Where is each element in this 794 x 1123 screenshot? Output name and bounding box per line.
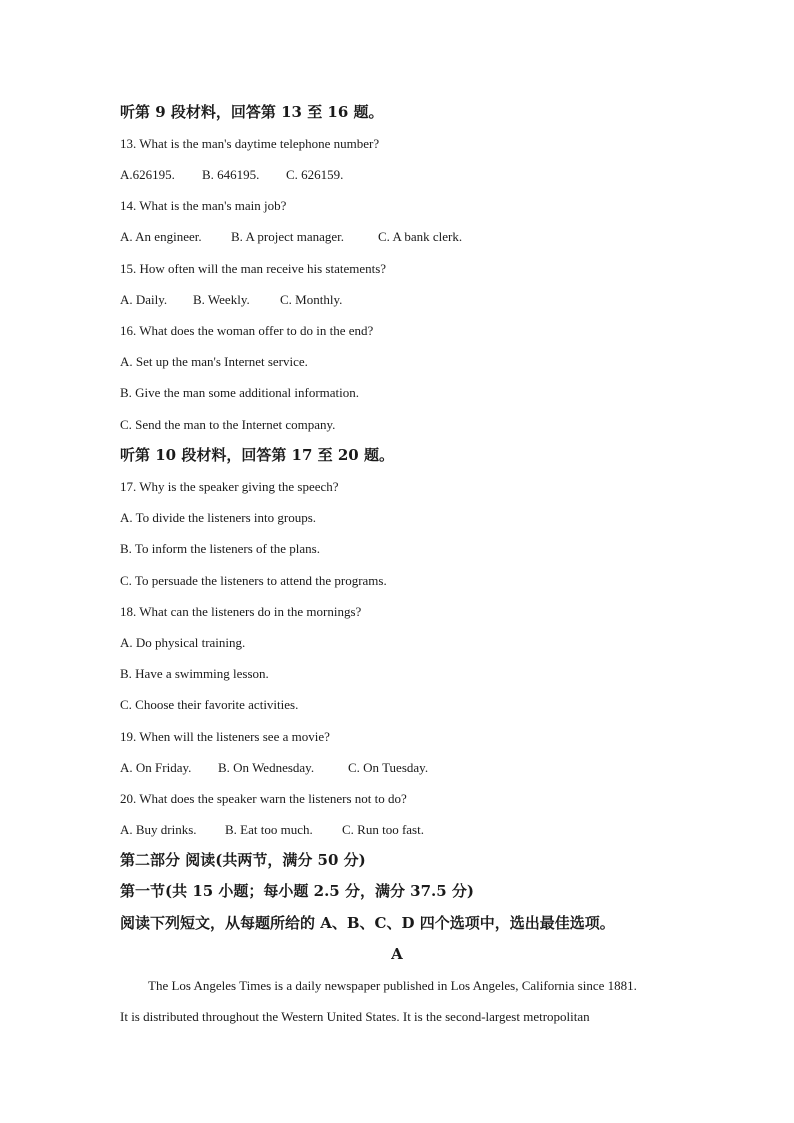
passage-label: A [391, 945, 403, 963]
question-16-option-b: B. Give the man some additional information. [120, 385, 360, 400]
option-a: A. Buy drinks. [120, 822, 197, 837]
question-15: 15. How often will the man receive his statements? [120, 261, 387, 276]
option-c: C. A bank clerk. [378, 229, 463, 244]
question-13-options [120, 167, 343, 183]
question-18-option-a: A. Do physical training. [120, 635, 246, 650]
option-c: C. 626159. [286, 167, 344, 182]
question-19-options [120, 760, 428, 776]
option-b: B. 646195. [202, 167, 260, 182]
question-14-options [120, 229, 462, 245]
section-10-heading: 听第 10 段材料，回答第 17 至 20 题。 [120, 446, 394, 464]
option-b: B. On Wednesday. [218, 760, 315, 775]
reading-instruction: 阅读下列短文，从每题所给的 A、B、C、D 四个选项中，选出最佳选项。 [120, 914, 615, 932]
option-a: A.626195. [120, 167, 175, 182]
option-c: C. Run too fast. [342, 822, 424, 837]
option-a: A. On Friday. [120, 760, 192, 775]
passage-text-line-2: It is distributed throughout the Western United States. It is the second-largest metropolitan [120, 1009, 590, 1024]
question-16-option-c: C. Send the man to the Internet company. [120, 417, 336, 432]
passage-text-line-1: The Los Angeles Times is a daily newspaper published in Los Angeles, California since 1881. [148, 978, 637, 993]
question-18: 18. What can the listeners do in the mornings? [120, 604, 362, 619]
option-a: A. Daily. [120, 292, 168, 307]
option-c: C. Monthly. [280, 292, 343, 307]
question-17-option-b: B. To inform the listeners of the plans. [120, 541, 320, 556]
question-13: 13. What is the man's daytime telephone number? [120, 136, 380, 151]
question-14: 14. What is the man's main job? [120, 198, 287, 213]
question-15-options [120, 292, 342, 308]
option-b: B. Weekly. [193, 292, 250, 307]
question-19: 19. When will the listeners see a movie? [120, 729, 330, 744]
option-b: B. A project manager. [231, 229, 345, 244]
question-16-option-a: A. Set up the man's Internet service. [120, 354, 308, 369]
section-1-heading: 第一节(共 15 小题；每小题 2.5 分，满分 37.5 分) [120, 882, 475, 900]
question-20: 20. What does the speaker warn the listeners not to do? [120, 791, 407, 806]
option-b: B. Eat too much. [225, 822, 313, 837]
question-17: 17. Why is the speaker giving the speech? [120, 479, 339, 494]
question-17-option-a: A. To divide the listeners into groups. [120, 510, 316, 525]
question-20-options [120, 822, 424, 838]
option-a: A. An engineer. [120, 229, 202, 244]
part-2-heading: 第二部分 阅读(共两节，满分 50 分) [120, 851, 366, 869]
question-18-option-b: B. Have a swimming lesson. [120, 666, 269, 681]
question-16: 16. What does the woman offer to do in the end? [120, 323, 374, 338]
question-18-option-c: C. Choose their favorite activities. [120, 697, 299, 712]
question-17-option-c: C. To persuade the listeners to attend the programs. [120, 573, 387, 588]
option-c: C. On Tuesday. [348, 760, 429, 775]
section-9-heading: 听第 9 段材料，回答第 13 至 16 题。 [120, 103, 384, 121]
